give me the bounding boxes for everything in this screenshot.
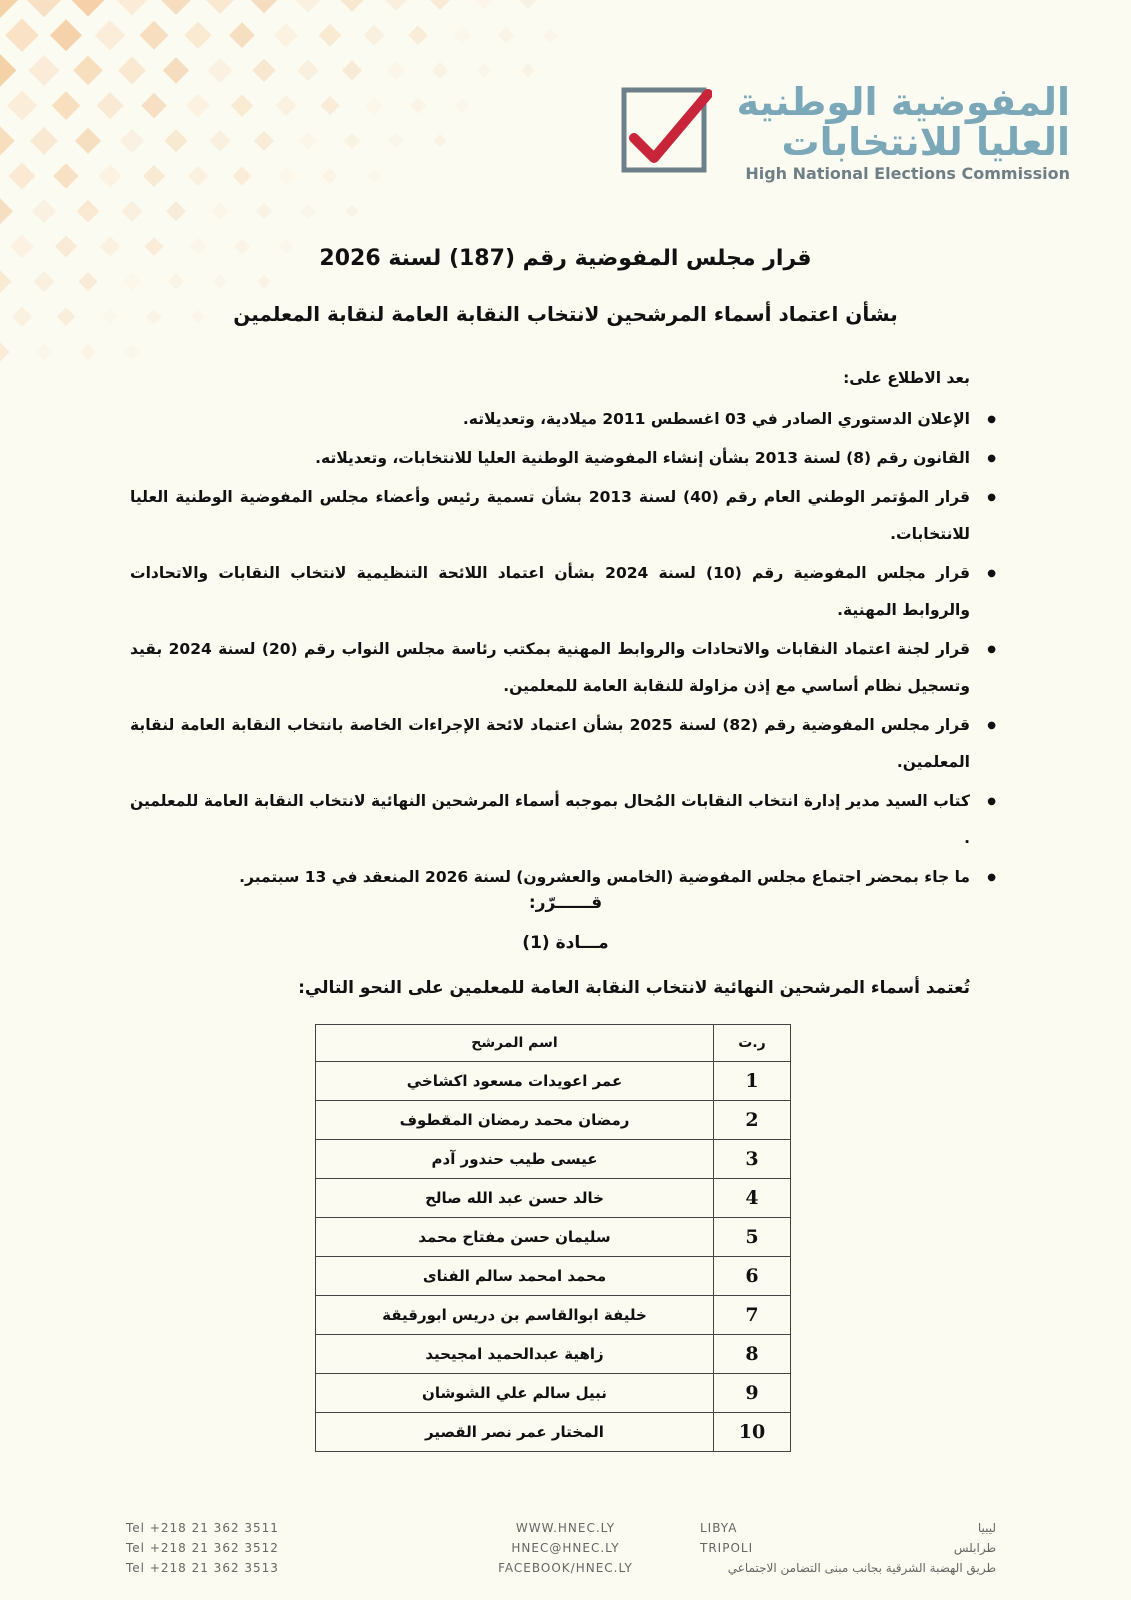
decorative-diamond	[50, 19, 82, 51]
decorative-diamond	[120, 128, 145, 153]
table-row	[316, 1374, 791, 1413]
decorative-diamond	[164, 129, 187, 152]
decorative-diamond	[543, 28, 558, 43]
decorative-diamond	[453, 26, 471, 44]
table-row	[316, 1413, 791, 1452]
decorative-diamond-pattern	[0, 0, 560, 420]
reference-item: ● القانون رقم (8) لسنة 2013 بشأن إنشاء المفوضية الوطنية العليا للانتخابات، وتعديلاته.	[130, 440, 1000, 477]
decorative-diamond	[77, 200, 100, 223]
candidate-name: سليمان حسن مفتاح محمد	[316, 1218, 714, 1257]
decorative-diamond	[231, 94, 253, 116]
decorative-diamond	[35, 343, 53, 361]
decorative-diamond	[186, 94, 210, 118]
table-row	[316, 1335, 791, 1374]
decorative-diamond	[388, 133, 403, 148]
reference-item: ● الإعلان الدستوري الصادر في 03 اغسطس 2011 ميلادية، وتعديلاته.	[130, 401, 1000, 438]
decorative-diamond	[365, 97, 383, 115]
candidate-name: رمضان محمد رمضان المقطوف	[316, 1101, 714, 1140]
decorative-diamond	[163, 57, 189, 83]
header-candidate-name: اسم المرشح	[316, 1025, 714, 1062]
row-number: 9	[714, 1374, 791, 1413]
decorative-diamond	[116, 0, 147, 16]
decorative-diamond	[476, 63, 492, 79]
candidate-name: نبيل سالم علي الشوشان	[316, 1374, 714, 1413]
decorative-diamond	[229, 22, 255, 48]
decorative-diamond	[363, 25, 384, 46]
logo-arabic-line-2: العليا للانتخابات	[781, 120, 1070, 164]
decorative-diamond	[0, 54, 16, 87]
decorative-diamond	[498, 27, 514, 43]
decorative-diamond	[455, 98, 470, 113]
decorative-diamond	[52, 91, 81, 120]
decorative-diamond	[430, 0, 450, 10]
decorative-diamond	[7, 90, 37, 120]
decorative-diamond	[322, 168, 338, 184]
row-number: 2	[714, 1101, 791, 1140]
decorative-diamond	[297, 60, 319, 82]
decorative-diamond	[344, 132, 361, 149]
adopt-statement: تُعتمد أسماء المرشحين النهائية لانتخاب النقابة العامة للمعلمين على النحو التالي:	[298, 978, 970, 998]
footer-phone: Tel +218 21 362 3511	[126, 1521, 279, 1535]
decorative-diamond	[141, 93, 167, 119]
logo-arabic-line-1: المفوضية الوطنية	[736, 80, 1070, 124]
decorative-diamond	[121, 201, 142, 222]
decorative-diamond	[28, 55, 59, 86]
table-row	[316, 1062, 791, 1101]
article-heading: مـــادة (1)	[522, 933, 609, 953]
reference-item: ● ما جاء بمحضر اجتماع مجلس المفوضية (الخامس والعشرون) لسنة 2026 المنعقد في 13 سبتمبر.	[130, 859, 1000, 896]
candidate-name: زاهية عبدالحميد امجيحيد	[316, 1335, 714, 1374]
decorative-diamond	[251, 0, 278, 13]
row-number: 8	[714, 1335, 791, 1374]
candidate-name: عمر اعويدات مسعود اكشاخي	[316, 1062, 714, 1101]
decorative-diamond	[53, 163, 78, 188]
header-serial: ر.ت	[714, 1025, 791, 1062]
decorative-diamond	[9, 163, 36, 190]
decorative-diamond	[433, 134, 447, 148]
decorative-diamond	[385, 0, 407, 11]
intro-label: بعد الاطلاع على:	[843, 369, 970, 387]
decorative-diamond	[27, 0, 61, 17]
hnec-logo	[620, 80, 1070, 190]
decorative-diamond	[211, 202, 229, 220]
decorative-diamond	[387, 61, 406, 80]
candidate-name: خليفة ابوالقاسم بن دريس ابورقيقة	[316, 1296, 714, 1335]
decorative-diamond	[184, 22, 211, 49]
candidate-name: خالد حسن عبد الله صالح	[316, 1179, 714, 1218]
decorative-diamond	[252, 59, 275, 82]
row-number: 3	[714, 1140, 791, 1179]
reference-item: ● قرار لجنة اعتماد النقابات والاتحادات والروابط المهنية بمكتب رئاسة مجلس النواب رقم (20) لسنة 2024 بقيد وتسجيل نظام أساسي مع إذن مزاولة للنقابة العامة للمعلمين.	[130, 631, 1000, 705]
footer-city: TRIPOLI	[700, 1541, 754, 1555]
ballot-check-icon	[620, 86, 712, 178]
decorative-diamond	[519, 0, 536, 9]
row-number: 6	[714, 1257, 791, 1296]
decorative-diamond	[33, 271, 54, 292]
decorative-diamond	[319, 24, 342, 47]
candidate-name: المختار عمر نصر القصير	[316, 1413, 714, 1452]
candidate-name: محمد امحمد سالم الفناى	[316, 1257, 714, 1296]
decorative-diamond	[340, 0, 364, 12]
decorative-diamond	[206, 0, 234, 14]
decorative-diamond	[95, 20, 125, 50]
decorative-diamond	[5, 18, 39, 52]
decorative-diamond	[232, 166, 251, 185]
candidates-table	[315, 1024, 791, 1452]
table-row	[316, 1101, 791, 1140]
table-row	[316, 1140, 791, 1179]
footer-city-ar: طرابلس	[953, 1541, 996, 1555]
decorative-diamond	[123, 273, 141, 291]
decorative-diamond	[208, 58, 233, 83]
decorative-diamond	[320, 96, 339, 115]
candidate-name: عيسى طيب حندور آدم	[316, 1140, 714, 1179]
row-number: 4	[714, 1179, 791, 1218]
logo-english-name: High National Elections Commission	[745, 164, 1070, 183]
decorative-diamond	[300, 204, 315, 219]
reference-item: ● قرار المؤتمر الوطني العام رقم (40) لسنة 2013 بشأن تسمية رئيس وأعضاء مجلس المفوضية الوطنية العليا للانتخابات.	[130, 479, 1000, 553]
decorative-diamond	[277, 167, 295, 185]
references-section	[130, 360, 1000, 898]
decorative-diamond	[32, 199, 56, 223]
decorative-diamond	[118, 56, 146, 84]
decorative-diamond	[78, 272, 98, 292]
decision-subject: بشأن اعتماد أسماء المرشحين لانتخاب النقابة العامة لنقابة المعلمين	[233, 302, 898, 326]
footer-country: LIBYA	[700, 1521, 738, 1535]
decorative-diamond	[0, 0, 18, 18]
reference-item: ● كتاب السيد مدير إدارة انتخاب النقابات المُحال بموجبه أسماء المرشحين النهائية لانتخاب النقابة العامة للمعلمين .	[130, 783, 1000, 857]
reference-item: ● قرار مجلس المفوضية رقم (10) لسنة 2024 بشأن اعتماد اللائحة التنظيمية لانتخاب النقابات والاتحادات والروابط المهنية.	[130, 555, 1000, 629]
decorative-diamond	[295, 0, 320, 13]
decorative-diamond	[521, 63, 535, 77]
footer-phone: Tel +218 21 362 3513	[126, 1561, 279, 1575]
table-header-row	[316, 1025, 791, 1062]
decorative-diamond	[72, 0, 105, 16]
table-row	[316, 1257, 791, 1296]
row-number: 10	[714, 1413, 791, 1452]
row-number: 1	[714, 1062, 791, 1101]
decorative-diamond	[345, 204, 359, 218]
decorative-diamond	[143, 165, 165, 187]
decorative-diamond	[0, 126, 15, 155]
decorative-diamond	[410, 97, 426, 113]
decorative-diamond	[0, 342, 10, 361]
footer-email-link[interactable]: HNEC@HNEC.LY	[511, 1541, 620, 1555]
decision-title: قرار مجلس المفوضية رقم (187) لسنة 2026	[319, 246, 812, 271]
decorative-diamond	[98, 164, 122, 188]
decorative-diamond	[299, 132, 317, 150]
footer-phone: Tel +218 21 362 3512	[126, 1541, 279, 1555]
decorative-diamond	[431, 62, 448, 79]
reference-item: ● قرار مجلس المفوضية رقم (82) لسنة 2025 بشأن اعتماد لائحة الإجراءات الخاصة بانتخاب النقابة العامة لنقابة المعلمين.	[130, 707, 1000, 781]
decorative-diamond	[254, 131, 274, 151]
decorative-diamond	[256, 203, 273, 220]
footer-website-link[interactable]: WWW.HNEC.LY	[515, 1521, 616, 1535]
decides-heading: قــــــرّر:	[528, 893, 603, 913]
decorative-diamond	[475, 0, 494, 9]
decorative-diamond	[209, 130, 231, 152]
table-row	[316, 1179, 791, 1218]
decorative-diamond	[161, 0, 191, 15]
decorative-diamond	[80, 344, 96, 360]
decorative-diamond	[188, 166, 209, 187]
row-number: 7	[714, 1296, 791, 1335]
decorative-diamond	[166, 201, 186, 221]
decorative-diamond	[276, 95, 297, 116]
references-list	[130, 401, 1000, 896]
decorative-diamond	[0, 198, 13, 224]
decorative-diamond	[125, 345, 140, 360]
decorative-diamond	[408, 25, 428, 45]
decorative-diamond	[0, 270, 11, 293]
decorative-diamond	[367, 169, 381, 183]
decorative-diamond	[30, 127, 58, 155]
decorative-diamond	[342, 60, 362, 80]
footer-country-ar: ليبيا	[977, 1521, 996, 1535]
decorative-diamond	[96, 92, 123, 119]
decorative-diamond	[274, 23, 298, 47]
decorative-diamond	[73, 56, 103, 86]
table-row	[316, 1296, 791, 1335]
decorative-diamond	[168, 273, 185, 290]
footer-address-ar	[728, 1518, 996, 1578]
footer-facebook-link[interactable]: FACEBOOK/HNEC.LY	[498, 1561, 633, 1575]
decorative-diamond	[257, 275, 270, 288]
decorative-diamond	[75, 128, 101, 154]
footer-street-ar: طريق الهضبة الشرقية بجانب مبنى التضامن الاجتماعي	[727, 1561, 996, 1575]
decorative-diamond	[213, 274, 228, 289]
row-number: 5	[714, 1218, 791, 1257]
table-row	[316, 1218, 791, 1257]
decorative-diamond	[140, 21, 169, 50]
